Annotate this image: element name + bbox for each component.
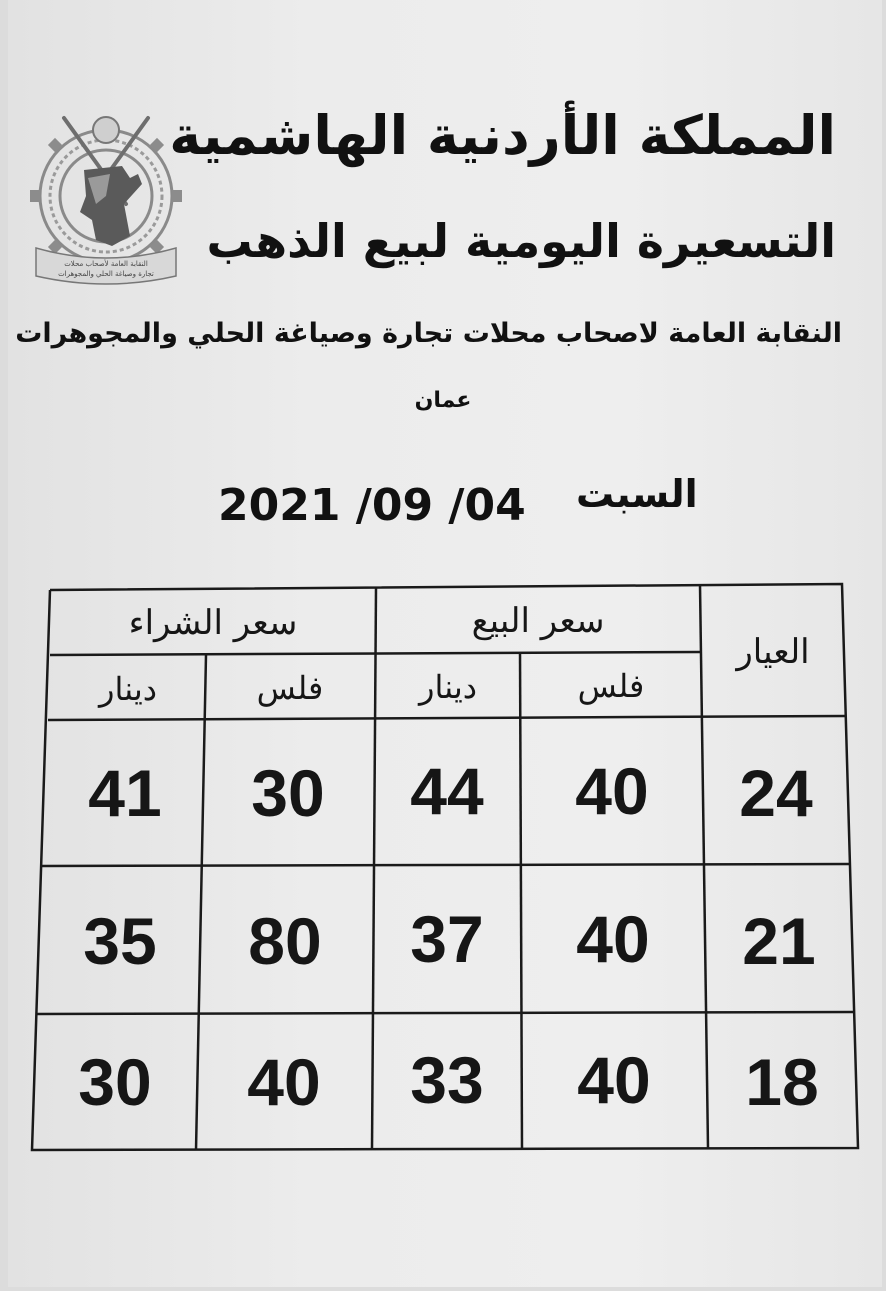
sell-dinar-value: 33	[410, 1043, 484, 1117]
sell-fils-value: 40	[575, 754, 649, 828]
day-label: السبت	[576, 472, 698, 516]
country-title: المملكة الأردنية الهاشمية	[169, 104, 836, 167]
sell-fils-value: 40	[577, 1043, 651, 1117]
buy-fils-label: فلس	[256, 669, 324, 707]
document-subtitle: التسعيرة اليومية لبيع الذهب	[206, 214, 836, 268]
buy-dinar-value: 30	[78, 1045, 152, 1119]
sell-dinar-value: 44	[410, 754, 484, 828]
city-label: عمان	[414, 388, 472, 413]
sell-dinar-value: 37	[410, 902, 484, 976]
date-label: 2021 /09 /04	[218, 480, 526, 531]
buy-dinar-value: 35	[83, 904, 157, 978]
organization-name: النقابة العامة لاصحاب محلات تجارة وصياغة الحلي والمجوهرات	[15, 318, 842, 349]
buy-fils-value: 80	[248, 904, 322, 978]
buy-dinar-value: 41	[88, 756, 162, 830]
karat-header: العيار	[736, 632, 810, 672]
svg-text:تجارة وصياغة الحلي والمجوهرات: تجارة وصياغة الحلي والمجوهرات	[58, 270, 154, 278]
karat-value-21: 21	[742, 904, 816, 978]
sell-fils-value: 40	[576, 902, 650, 976]
svg-text:النقابة العامة لأصحاب محلات: النقابة العامة لأصحاب محلات	[64, 260, 148, 268]
buy-price-header: سعر الشراء	[128, 603, 298, 643]
sell-fils-label: فلس	[577, 667, 645, 705]
karat-value-24: 24	[739, 756, 813, 830]
buy-fils-value: 30	[251, 756, 325, 830]
buy-dinar-label: دينار	[99, 670, 158, 708]
buy-fils-value: 40	[247, 1045, 321, 1119]
sell-price-header: سعر البيع	[471, 601, 605, 641]
karat-value-18: 18	[745, 1045, 819, 1119]
sell-dinar-label: دينار	[419, 668, 478, 706]
